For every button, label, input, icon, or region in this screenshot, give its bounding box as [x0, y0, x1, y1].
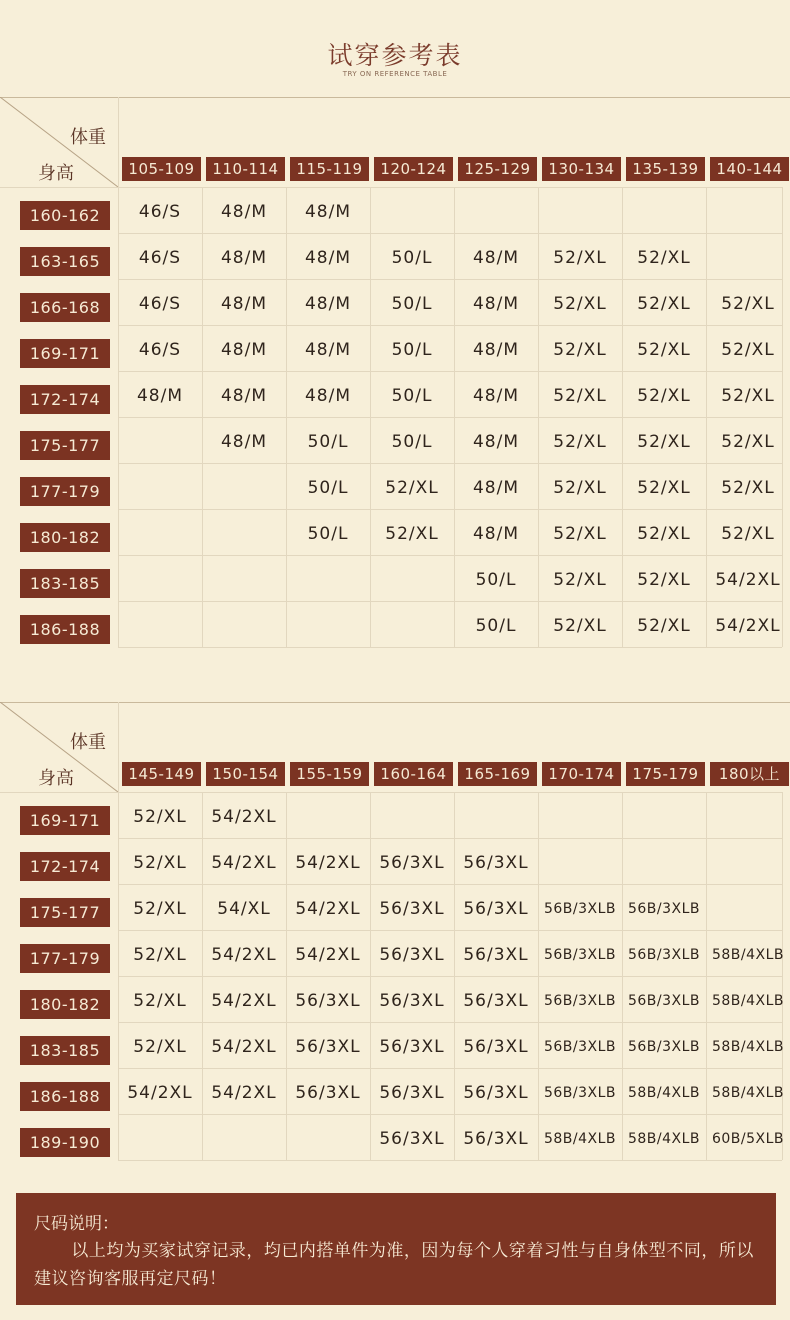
weight-column-header: 135-139	[626, 157, 705, 181]
size-cell: 58B/4XLB	[711, 947, 785, 963]
size-cell	[370, 189, 454, 235]
height-label: 身高	[38, 163, 74, 184]
size-cell: 48/M	[304, 202, 352, 222]
height-row-header: 177-179	[20, 944, 110, 973]
size-cell	[370, 603, 454, 649]
height-row-header: 160-162	[20, 201, 110, 230]
size-cell: 48/M	[472, 524, 520, 544]
size-cell	[118, 557, 202, 603]
height-label: 身高	[38, 768, 74, 789]
size-cell	[622, 840, 706, 886]
size-cell: 46/S	[138, 340, 182, 360]
size-cell: 52/XL	[133, 945, 187, 965]
height-row-header: 175-177	[20, 898, 110, 927]
size-cell: 48/M	[472, 432, 520, 452]
size-cell: 52/XL	[637, 478, 691, 498]
size-cell	[622, 794, 706, 840]
size-cell	[286, 557, 370, 603]
size-cell	[286, 1116, 370, 1162]
size-cell: 48/M	[220, 248, 268, 268]
size-cell: 56B/3XLB	[627, 1039, 701, 1055]
size-cell: 54/2XL	[295, 945, 361, 965]
size-cell: 52/XL	[721, 386, 775, 406]
size-cell: 48/M	[472, 294, 520, 314]
size-cell: 48/M	[304, 248, 352, 268]
size-cell: 48/M	[472, 478, 520, 498]
size-cell: 52/XL	[637, 570, 691, 590]
size-cell: 56/3XL	[295, 1083, 361, 1103]
size-cell: 54/2XL	[211, 991, 277, 1011]
size-cell	[286, 603, 370, 649]
height-row-header: 189-190	[20, 1128, 110, 1157]
weight-column-header: 160-164	[374, 762, 453, 786]
size-note	[16, 1193, 776, 1305]
size-cell: 52/XL	[721, 340, 775, 360]
weight-column-header: 175-179	[626, 762, 705, 786]
size-cell	[622, 189, 706, 235]
height-row-header: 180-182	[20, 990, 110, 1019]
size-cell: 50/L	[391, 248, 433, 268]
size-cell	[118, 603, 202, 649]
size-cell: 48/M	[220, 294, 268, 314]
weight-label: 体重	[70, 732, 106, 753]
weight-label: 体重	[70, 127, 106, 148]
weight-column-header: 140-144	[710, 157, 789, 181]
note-title: 尺码说明：	[34, 1214, 119, 1234]
size-cell: 48/M	[472, 248, 520, 268]
size-cell: 52/XL	[133, 1037, 187, 1057]
size-cell: 56/3XL	[463, 1037, 529, 1057]
weight-column-header: 120-124	[374, 157, 453, 181]
size-cell	[454, 794, 538, 840]
height-row-header: 172-174	[20, 852, 110, 881]
size-cell: 48/M	[472, 386, 520, 406]
size-cell: 52/XL	[133, 807, 187, 827]
size-cell: 54/XL	[217, 899, 271, 919]
size-cell: 52/XL	[637, 616, 691, 636]
size-cell	[202, 511, 286, 557]
size-cell	[370, 794, 454, 840]
size-cell: 52/XL	[553, 248, 607, 268]
size-cell	[118, 1116, 202, 1162]
weight-column-header: 145-149	[122, 762, 201, 786]
size-cell: 54/2XL	[211, 807, 277, 827]
height-row-header: 186-188	[20, 1082, 110, 1111]
size-cell: 56/3XL	[295, 1037, 361, 1057]
size-cell: 56/3XL	[379, 991, 445, 1011]
size-cell: 54/2XL	[211, 1037, 277, 1057]
size-cell	[706, 189, 790, 235]
size-cell: 52/XL	[721, 294, 775, 314]
size-cell: 56/3XL	[379, 945, 445, 965]
size-cell: 48/M	[220, 386, 268, 406]
size-cell: 56/3XL	[463, 853, 529, 873]
size-cell: 56/3XL	[379, 1037, 445, 1057]
size-cell: 52/XL	[133, 853, 187, 873]
size-cell: 48/M	[304, 340, 352, 360]
height-row-header: 172-174	[20, 385, 110, 414]
size-cell: 48/M	[304, 294, 352, 314]
height-row-header: 166-168	[20, 293, 110, 322]
note-body: 以上均为买家试穿记录，均已内搭单件为准，因为每个人穿着习性与自身体型不同，所以建议咨询客服再定尺码！	[34, 1241, 754, 1289]
size-cell: 52/XL	[721, 524, 775, 544]
size-cell: 54/2XL	[211, 945, 277, 965]
size-cell: 58B/4XLB	[711, 1085, 785, 1101]
weight-column-header: 115-119	[290, 157, 369, 181]
size-cell: 52/XL	[637, 248, 691, 268]
size-cell	[706, 840, 790, 886]
size-cell: 56/3XL	[379, 899, 445, 919]
size-cell: 56B/3XLB	[543, 947, 617, 963]
size-cell: 50/L	[475, 570, 517, 590]
size-cell: 46/S	[138, 202, 182, 222]
weight-column-header: 165-169	[458, 762, 537, 786]
size-cell	[286, 794, 370, 840]
size-cell: 48/M	[220, 340, 268, 360]
size-cell: 52/XL	[553, 340, 607, 360]
size-cell: 56B/3XLB	[543, 1039, 617, 1055]
size-cell: 52/XL	[637, 432, 691, 452]
size-cell: 56B/3XLB	[543, 993, 617, 1009]
size-cell: 52/XL	[553, 478, 607, 498]
size-cell	[118, 465, 202, 511]
weight-column-header: 170-174	[542, 762, 621, 786]
size-cell	[202, 557, 286, 603]
weight-column-header: 130-134	[542, 157, 621, 181]
size-cell: 60B/5XLB	[711, 1131, 785, 1147]
weight-column-header: 150-154	[206, 762, 285, 786]
weight-column-header: 105-109	[122, 157, 201, 181]
size-cell: 50/L	[307, 524, 349, 544]
size-cell	[202, 603, 286, 649]
size-cell: 52/XL	[553, 294, 607, 314]
size-cell: 58B/4XLB	[711, 1039, 785, 1055]
size-cell: 52/XL	[637, 524, 691, 544]
size-cell: 56B/3XLB	[627, 993, 701, 1009]
size-cell: 54/2XL	[211, 853, 277, 873]
height-row-header: 180-182	[20, 523, 110, 552]
page-title: 试穿参考表	[327, 41, 463, 70]
size-cell: 52/XL	[133, 991, 187, 1011]
size-cell: 56/3XL	[379, 853, 445, 873]
weight-column-header: 180以上	[710, 762, 789, 786]
size-cell: 56B/3XLB	[627, 901, 701, 917]
size-cell: 54/2XL	[295, 853, 361, 873]
size-cell: 52/XL	[133, 899, 187, 919]
size-cell: 56B/3XLB	[543, 1085, 617, 1101]
size-cell	[706, 235, 790, 281]
size-cell: 54/2XL	[295, 899, 361, 919]
height-row-header: 175-177	[20, 431, 110, 460]
size-cell: 50/L	[391, 386, 433, 406]
corner-header	[0, 97, 118, 187]
size-cell: 52/XL	[637, 294, 691, 314]
size-cell: 56B/3XLB	[543, 901, 617, 917]
size-cell: 50/L	[391, 294, 433, 314]
size-cell: 52/XL	[553, 570, 607, 590]
size-cell: 58B/4XLB	[543, 1131, 617, 1147]
size-cell: 52/XL	[721, 432, 775, 452]
height-row-header: 183-185	[20, 1036, 110, 1065]
size-cell: 52/XL	[553, 616, 607, 636]
size-cell: 56/3XL	[463, 991, 529, 1011]
size-cell	[118, 419, 202, 465]
size-cell: 48/M	[136, 386, 184, 406]
height-row-header: 169-171	[20, 806, 110, 835]
corner-header	[0, 702, 118, 792]
size-cell	[202, 1116, 286, 1162]
size-cell: 58B/4XLB	[627, 1085, 701, 1101]
page-subtitle: TRY ON REFERENCE TABLE	[342, 70, 448, 78]
height-row-header: 169-171	[20, 339, 110, 368]
size-cell: 50/L	[391, 340, 433, 360]
size-cell: 52/XL	[385, 524, 439, 544]
size-cell	[118, 511, 202, 557]
size-cell: 50/L	[475, 616, 517, 636]
size-cell: 52/XL	[637, 340, 691, 360]
size-cell: 58B/4XLB	[627, 1131, 701, 1147]
size-cell: 52/XL	[553, 524, 607, 544]
size-cell: 56/3XL	[463, 1083, 529, 1103]
weight-column-header: 125-129	[458, 157, 537, 181]
size-cell	[706, 886, 790, 932]
grid-line	[0, 187, 782, 188]
height-row-header: 177-179	[20, 477, 110, 506]
size-cell: 50/L	[307, 478, 349, 498]
size-cell: 56B/3XLB	[627, 947, 701, 963]
height-row-header: 183-185	[20, 569, 110, 598]
size-cell: 56/3XL	[463, 945, 529, 965]
weight-column-header: 155-159	[290, 762, 369, 786]
size-cell: 52/XL	[553, 386, 607, 406]
size-cell: 56/3XL	[379, 1129, 445, 1149]
size-cell: 48/M	[220, 432, 268, 452]
size-cell: 46/S	[138, 294, 182, 314]
size-cell: 46/S	[138, 248, 182, 268]
size-cell	[370, 557, 454, 603]
size-cell: 52/XL	[553, 432, 607, 452]
size-cell: 48/M	[220, 202, 268, 222]
size-cell: 52/XL	[721, 478, 775, 498]
height-row-header: 186-188	[20, 615, 110, 644]
size-cell	[202, 465, 286, 511]
size-cell: 56/3XL	[463, 1129, 529, 1149]
size-cell: 54/2XL	[715, 616, 781, 636]
size-cell: 54/2XL	[715, 570, 781, 590]
size-cell	[538, 840, 622, 886]
size-cell: 52/XL	[385, 478, 439, 498]
grid-line	[0, 792, 782, 793]
size-cell	[454, 189, 538, 235]
size-cell: 50/L	[391, 432, 433, 452]
size-cell: 50/L	[307, 432, 349, 452]
size-cell: 56/3XL	[379, 1083, 445, 1103]
size-cell: 58B/4XLB	[711, 993, 785, 1009]
height-row-header: 163-165	[20, 247, 110, 276]
weight-column-header: 110-114	[206, 157, 285, 181]
size-cell	[538, 189, 622, 235]
size-cell	[706, 794, 790, 840]
size-cell: 48/M	[472, 340, 520, 360]
size-cell: 48/M	[304, 386, 352, 406]
size-cell: 52/XL	[637, 386, 691, 406]
size-cell: 56/3XL	[295, 991, 361, 1011]
size-cell	[538, 794, 622, 840]
size-cell: 54/2XL	[211, 1083, 277, 1103]
size-cell: 56/3XL	[463, 899, 529, 919]
size-cell: 54/2XL	[127, 1083, 193, 1103]
